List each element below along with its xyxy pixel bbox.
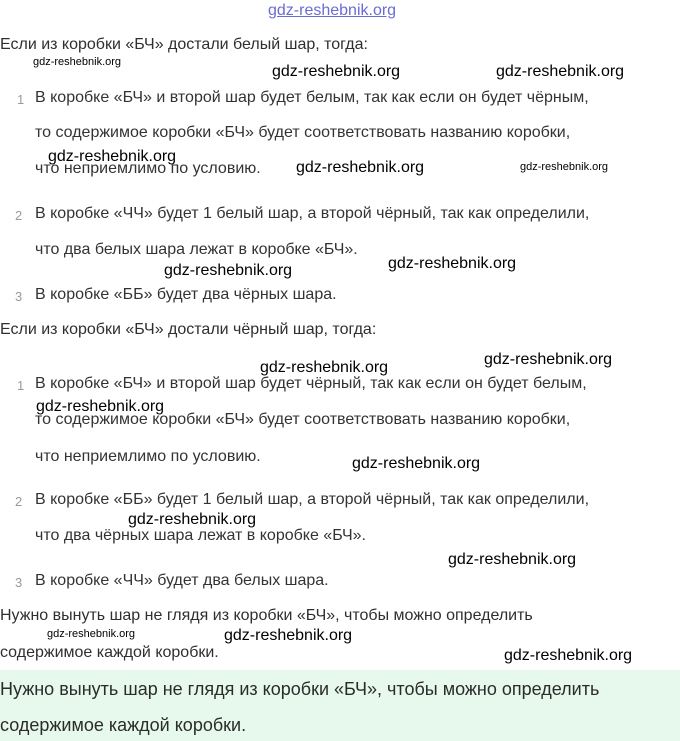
watermark: gdz-reshebnik.org <box>272 63 401 80</box>
section2-item1-line3: что неприемлимо по условию. <box>35 448 261 465</box>
watermark: gdz-reshebnik.org <box>296 159 425 176</box>
section2-item2-line2: что два чёрных шара лежат в коробке «БЧ». <box>35 527 366 544</box>
watermark: gdz-reshebnik.org <box>484 351 613 368</box>
section2-item1-number: 1 <box>17 378 25 393</box>
watermark: gdz-reshebnik.org <box>164 262 293 279</box>
watermark: gdz-reshebnik.org <box>388 255 517 272</box>
section2-item3-number: 3 <box>15 575 23 590</box>
watermark-top[interactable]: gdz-reshebnik.org <box>268 2 397 19</box>
answer-box <box>0 670 680 741</box>
watermark: gdz-reshebnik.org <box>128 511 257 528</box>
section1-item1-line1: В коробке «БЧ» и второй шар будет белым, так как если он будет чёрным, <box>35 89 589 106</box>
section2-intro: Если из коробки «БЧ» достали чёрный шар, тогда: <box>0 321 377 338</box>
section2-item1-line2: то содержимое коробки «БЧ» будет соответствовать названию коробки, <box>35 411 571 428</box>
section1-item2-number: 2 <box>15 208 23 223</box>
section2-item2-number: 2 <box>15 494 23 509</box>
section2-item3-line1: В коробке «ЧЧ» будет два белых шара. <box>35 572 329 589</box>
conclusion-line1: Нужно вынуть шар не глядя из коробки «БЧ», чтобы можно определить <box>0 607 533 624</box>
section2-item1-line1: В коробке «БЧ» и второй шар будет чёрный, так как если он будет белым, <box>35 375 587 392</box>
conclusion-line2: содержимое каждой коробки. <box>0 644 219 661</box>
watermark: gdz-reshebnik.org <box>352 455 481 472</box>
watermark: gdz-reshebnik.org <box>224 627 353 644</box>
section1-item1-line2: то содержимое коробки «БЧ» будет соответствовать названию коробки, <box>35 124 571 141</box>
section1-item3-line1: В коробке «ББ» будет два чёрных шара. <box>35 286 337 303</box>
section1-item2-line2: что два белых шара лежат в коробке «БЧ». <box>35 241 358 258</box>
answer-line2: содержимое каждой коробки. <box>0 715 247 735</box>
section1-item1-number: 1 <box>17 92 25 107</box>
watermark: gdz-reshebnik.org <box>36 398 165 415</box>
section1-item2-line1: В коробке «ЧЧ» будет 1 белый шар, а второй чёрный, так как определили, <box>35 205 590 222</box>
watermark: gdz-reshebnik.org <box>496 63 625 80</box>
watermark: gdz-reshebnik.org <box>448 551 577 568</box>
section1-intro: Если из коробки «БЧ» достали белый шар, тогда: <box>0 36 368 53</box>
section2-item2-line1: В коробке «ББ» будет 1 белый шар, а второй чёрный, так как определили, <box>35 491 590 508</box>
watermark: gdz-reshebnik.org <box>504 647 633 664</box>
watermark: gdz-reshebnik.org <box>520 161 609 173</box>
watermark: gdz-reshebnik.org <box>48 148 177 165</box>
section1-item3-number: 3 <box>15 289 23 304</box>
watermark: gdz-reshebnik.org <box>33 56 122 68</box>
section1-item1-line3: что неприемлимо по условию. <box>35 160 261 177</box>
watermark: gdz-reshebnik.org <box>47 628 136 640</box>
watermark: gdz-reshebnik.org <box>260 359 389 376</box>
answer-line1: Нужно вынуть шар не глядя из коробки «БЧ», чтобы можно определить <box>0 679 600 699</box>
